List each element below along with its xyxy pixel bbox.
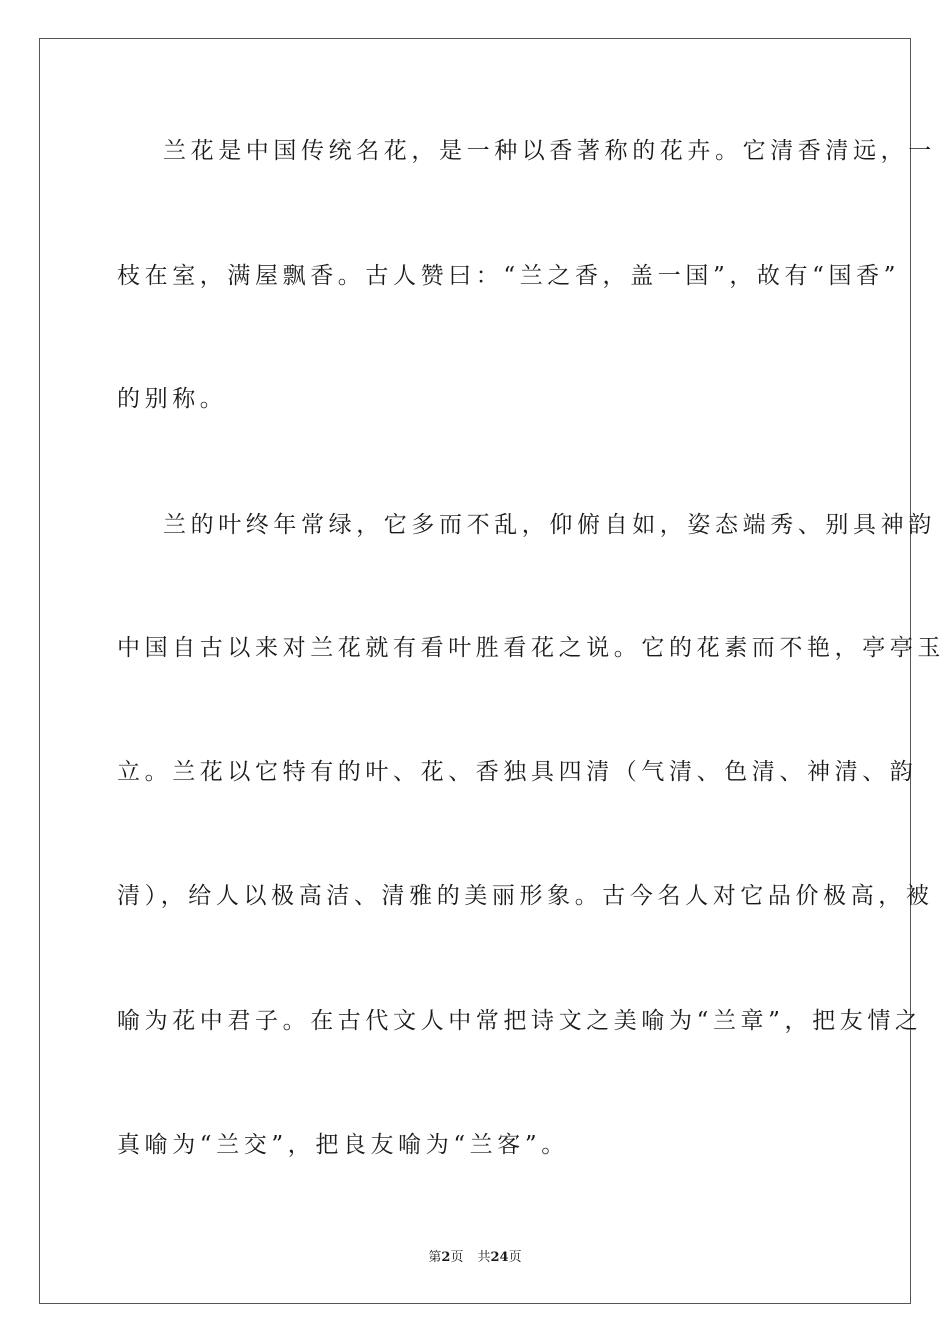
text-line: 立。兰花以它特有的叶、花、香独具四清（气清、色清、神清、韵 xyxy=(117,759,918,785)
total-suffix: 页 xyxy=(508,1250,522,1265)
page-prefix: 第 xyxy=(428,1250,442,1265)
total-pages: 24 xyxy=(490,1250,509,1265)
text-line: 兰的叶终年常绿，它多而不乱，仰俯自如，姿态端秀、别具神韵 xyxy=(163,512,936,538)
total-prefix: 共 xyxy=(477,1250,491,1265)
text-line: 喻为花中君子。在古代文人中常把诗文之美喻为“兰章”，把友情之 xyxy=(117,1008,923,1034)
page-border xyxy=(39,38,945,1304)
text-line: 枝在室，满屋飘香。古人赞曰：“兰之香，盖一国”，故有“国香” xyxy=(117,263,901,289)
text-line: 兰花是中国传统名花，是一种以香著称的花卉。它清香清远，一 xyxy=(163,138,936,164)
page-footer xyxy=(0,1249,950,1267)
page-suffix: 页 xyxy=(450,1250,464,1265)
text-line: 中国自古以来对兰花就有看叶胜看花之说。它的花素而不艳，亭亭玉 xyxy=(117,635,945,661)
text-line: 真喻为“兰交”，把良友喻为“兰客”。 xyxy=(117,1132,569,1158)
page-number: 2 xyxy=(441,1250,451,1265)
text-line: 清），给人以极高洁、清雅的美丽形象。古今名人对它品价极高，被 xyxy=(117,883,934,909)
text-line: 的别称。 xyxy=(117,386,228,412)
